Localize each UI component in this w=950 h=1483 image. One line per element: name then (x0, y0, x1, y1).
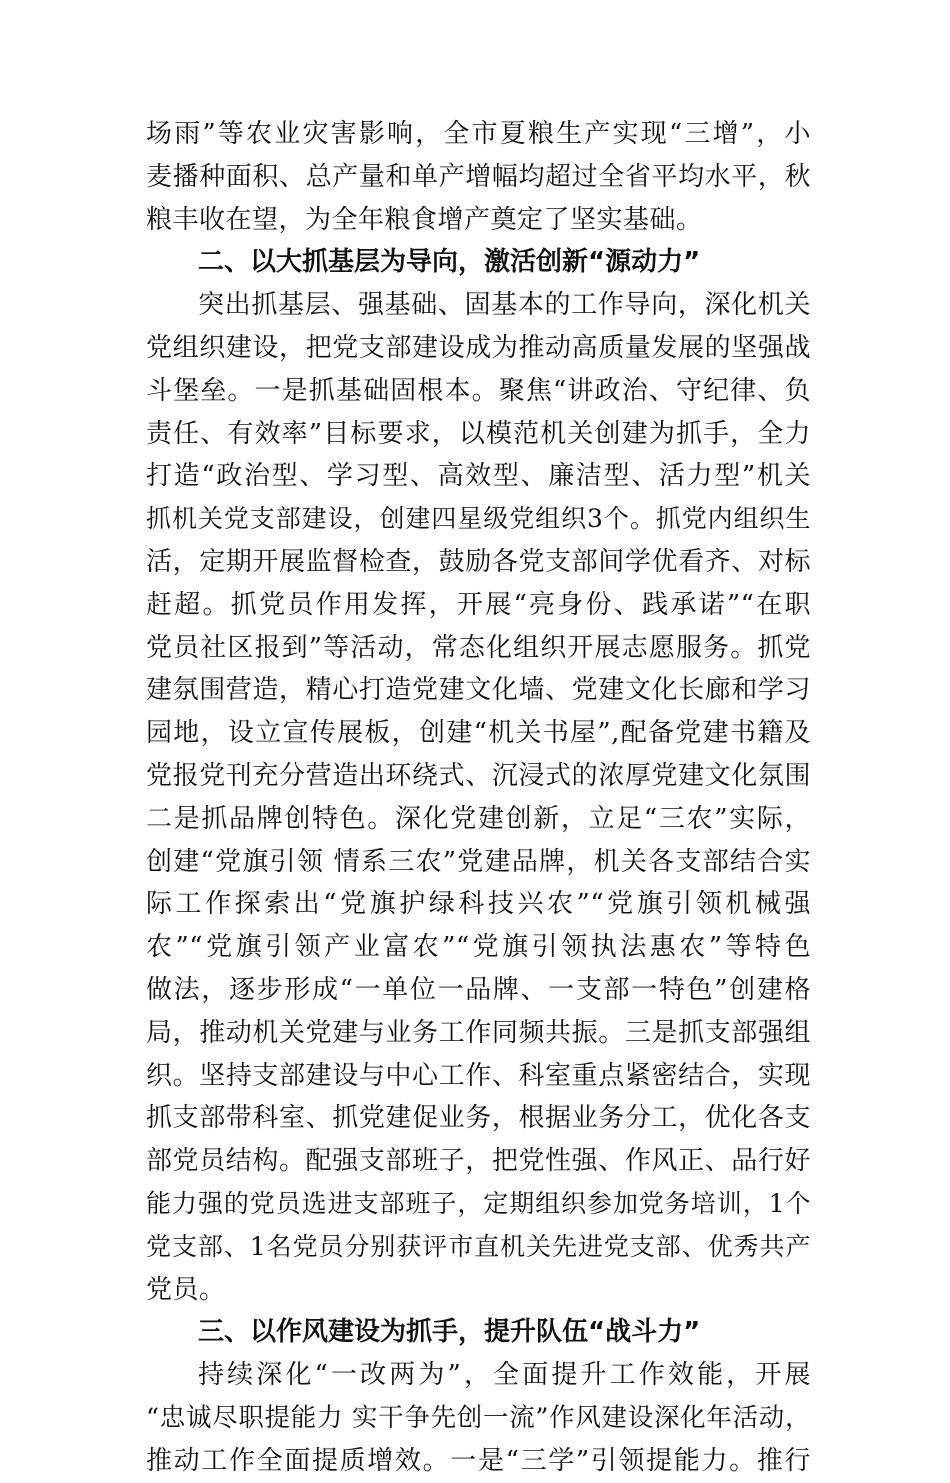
text-line: 斗堡垒。一是抓基础固根本。聚焦“讲政治、守纪律、负 (146, 375, 811, 406)
text-line: 抓机关党支部建设，创建四星级党组织3个。抓党内组织生 (146, 504, 811, 534)
text-line: “忠诚尽职提能力 实干争先创一流”作风建设深化年活动， (146, 1402, 811, 1433)
text-line: 粮丰收在望，为全年粮食增产奠定了坚实基础。 (146, 204, 703, 235)
text-line: 党员。 (146, 1274, 226, 1305)
text-line: 场雨”等农业灾害影响，全市夏粮生产实现“三增”，小 (146, 119, 811, 149)
text-line: 创建“党旗引领 情系三农”党建品牌，机关各支部结合实 (146, 846, 811, 877)
text-line: 能力强的党员选进支部班子，定期组织参加党务培训，1个 (146, 1188, 811, 1218)
text-line: 抓支部带科室、抓党建促业务，根据业务分工，优化各支 (146, 1103, 811, 1134)
text-line: 党员社区报到”等活动，常态化组织开展志愿服务。抓党 (146, 632, 811, 663)
document-body (146, 113, 811, 1483)
text-line: 建氛围营造，精心打造党建文化墙、党建文化长廊和学习 (146, 675, 811, 706)
paragraph-first-line: 持续深化“一改两为”，全面提升工作效能，开展 (198, 1360, 811, 1391)
text-line: 际工作探索出“党旗护绿科技兴农”“党旗引领机械强 (146, 889, 811, 920)
text-line: 农”“党旗引领产业富农”“党旗引领执法惠农”等特色 (146, 932, 811, 963)
text-line: 做法，逐步形成“一单位一品牌、一支部一特色”创建格 (146, 974, 811, 1005)
text-line: 部党员结构。配强支部班子，把党性强、作风正、品行好 (146, 1146, 811, 1177)
text-line: 党支部、1名党员分别获评市直机关先进党支部、优秀共产 (146, 1231, 811, 1261)
text-line: 赶超。抓党员作用发挥，开展“亮身份、践承诺”“在职 (146, 589, 811, 620)
text-line: 二是抓品牌创特色。深化党建创新，立足“三农”实际， (146, 803, 811, 834)
text-line: 织。坚持支部建设与中心工作、科室重点紧密结合，实现 (146, 1060, 811, 1091)
paragraph-first-line: 突出抓基层、强基础、固基本的工作导向，深化机关 (198, 290, 811, 321)
text-line: 麦播种面积、总产量和单产增幅均超过全省平均水平，秋 (146, 161, 811, 192)
text-line: 园地，设立宣传展板，创建“机关书屋”,配备党建书籍及 (146, 718, 811, 749)
section-heading: 二、以大抓基层为导向，激活创新“源动力” (198, 247, 701, 278)
text-line: 活，定期开展监督检查，鼓励各党支部间学优看齐、对标 (146, 546, 811, 577)
text-line: 推动工作全面提质增效。一是“三学”引领提能力。推行 (146, 1445, 811, 1476)
text-line: 打造“政治型、学习型、高效型、廉洁型、活力型”机关 (146, 461, 811, 492)
text-line: 责任、有效率”目标要求，以模范机关创建为抓手，全力 (146, 418, 811, 449)
text-line: 党报党刊充分营造出环绕式、沉浸式的浓厚党建文化氛围 (146, 760, 811, 791)
text-line: 局，推动机关党建与业务工作同频共振。三是抓支部强组 (146, 1017, 811, 1048)
text-line: 党组织建设，把党支部建设成为推动高质量发展的坚强战 (146, 332, 811, 363)
section-heading: 三、以作风建设为抓手，提升队伍“战斗力” (198, 1317, 701, 1348)
